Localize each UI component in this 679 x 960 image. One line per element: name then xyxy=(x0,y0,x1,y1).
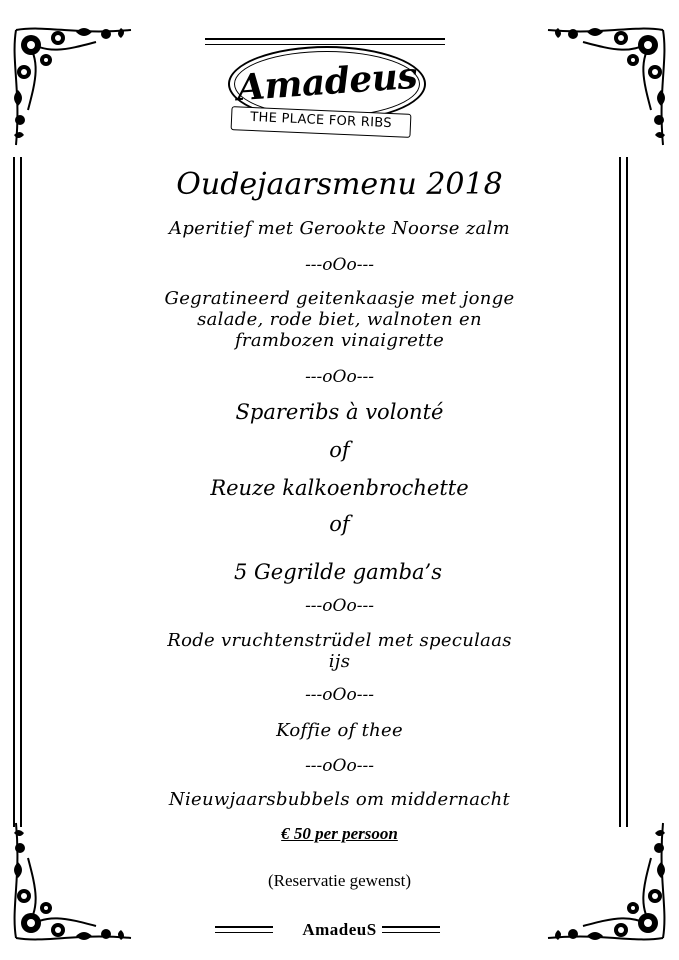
separator-5: ---oOo--- xyxy=(305,756,374,776)
menu-reservation: (Reservatie gewenst) xyxy=(267,871,412,890)
separator-3: ---oOo--- xyxy=(305,596,374,616)
menu-dessert-line-1: Rode vruchtenstrüdel met speculaas xyxy=(167,630,512,651)
logo-name: Amadeus xyxy=(235,54,419,110)
frame-top-line-1 xyxy=(205,38,445,40)
menu-aperitief: Aperitief met Gerookte Noorse zalm xyxy=(169,218,510,239)
menu-main-2: Reuze kalkoenbrochette xyxy=(210,476,469,500)
separator-4: ---oOo--- xyxy=(305,685,374,705)
menu-main-3: 5 Gegrilde gamba’s xyxy=(234,560,442,584)
menu-main-1: Spareribs à volonté xyxy=(235,400,444,424)
menu-starter-line-3: frambozen vinaigrette xyxy=(234,330,445,351)
corner-ornament-top-right xyxy=(543,20,673,150)
menu-bubbles: Nieuwjaarsbubbels om middernacht xyxy=(168,789,511,810)
menu-title: Oudejaarsmenu 2018 xyxy=(176,167,503,202)
menu-or-1: of xyxy=(329,438,350,462)
menu-starter-line-1: Gegratineerd geitenkaasje met jonge xyxy=(164,288,515,309)
menu-or-2: of xyxy=(329,512,350,536)
menu-dessert-line-2: ijs xyxy=(328,651,351,672)
menu-price: € 50 per persoon xyxy=(281,824,398,843)
logo-tagline-text: THE PLACE FOR RIBS xyxy=(249,109,393,132)
separator-2: ---oOo--- xyxy=(305,367,374,387)
separator-1: ---oOo--- xyxy=(305,255,374,275)
frame-top-line-2 xyxy=(205,44,445,45)
footer-brand: AmadeuS xyxy=(302,920,377,939)
menu-coffee: Koffie of thee xyxy=(276,720,403,741)
corner-ornament-top-left xyxy=(6,20,136,150)
menu-starter-line-2: salade, rode biet, walnoten en xyxy=(197,309,482,330)
